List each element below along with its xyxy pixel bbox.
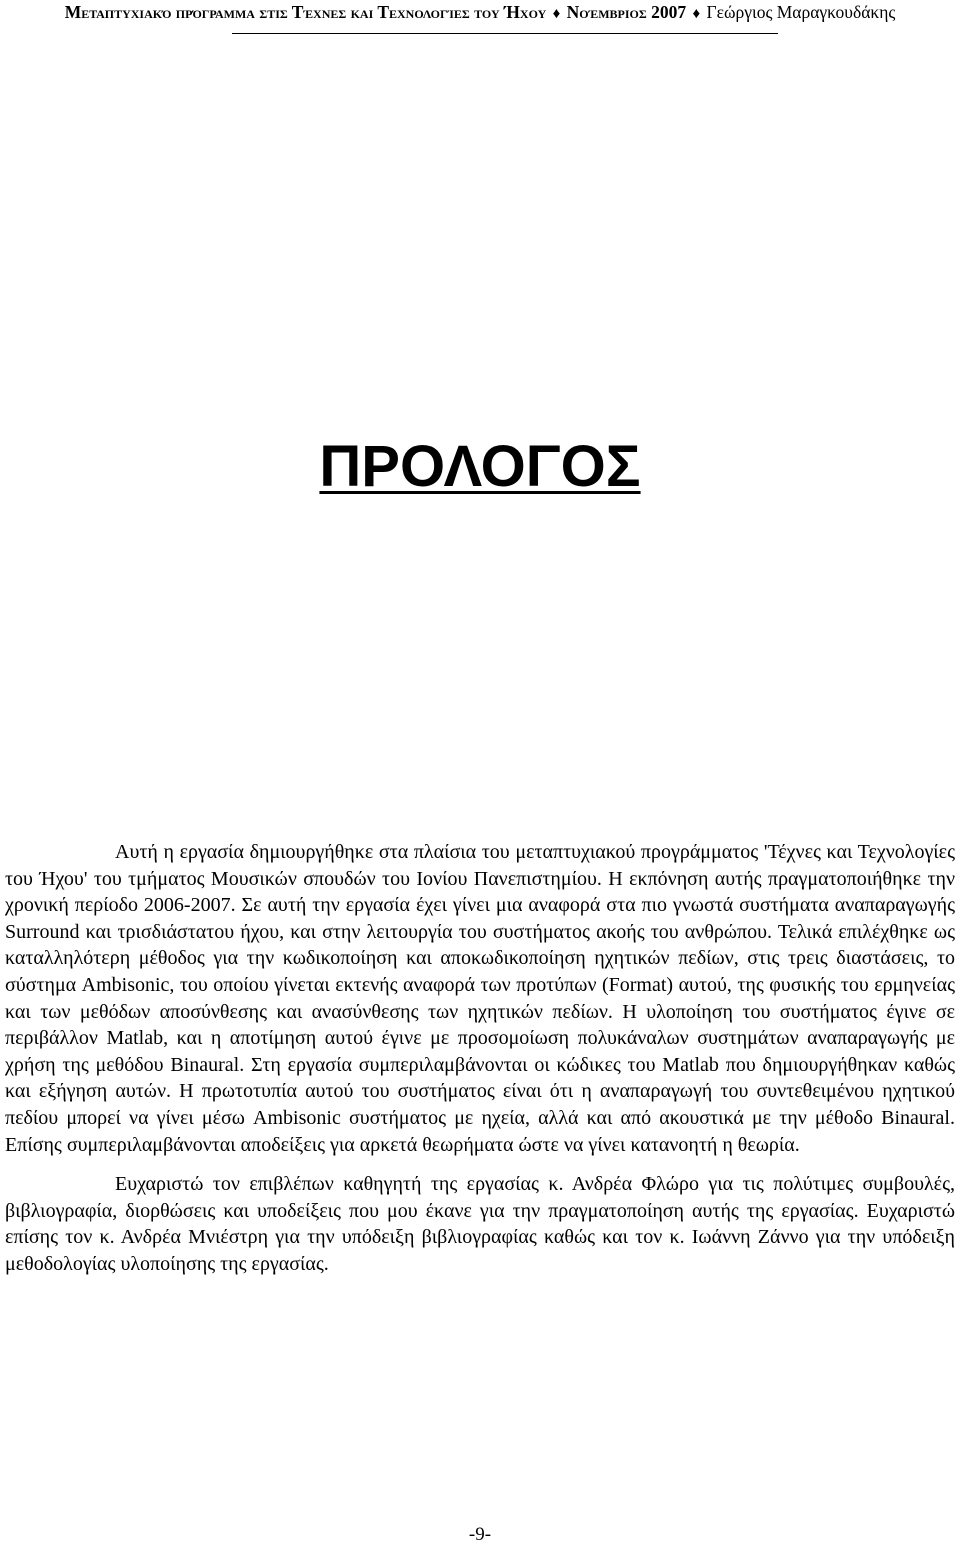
header-date: Νοέμβριος 2007	[566, 2, 687, 22]
header-author: Γεώργιος Μαραγκουδάκης	[706, 2, 896, 22]
page-title: ΠΡΟΛΟΓΟΣ	[319, 434, 641, 499]
diamond-separator-icon: ♦	[692, 6, 701, 22]
header-program: Μεταπτυχιακό πρόγραμμα στις Τέχνες και Τεχνολογίες του Ήχου	[64, 2, 547, 22]
running-header	[0, 2, 960, 23]
body-text	[5, 839, 955, 1278]
paragraph-abstract: Αυτή η εργασία δημιουργήθηκε στα πλαίσια του μεταπτυχιακού προγράμματος 'Τέχνες και Τεχνολογίες του Ήχου' του τμήματος Μουσικών σπουδών του Ιονίου Πανεπιστημίου. Η εκπόνηση αυτής πραγματοποιήθηκε την χρονική περίοδο 2006-2007. Σε αυτή την εργασία έχει γίνει μια αναφορά στα πιο γνωστά συστήματα αναπαραγωγής Surround και τρισδιάστατου ήχου, και στην λειτουργία του συστήματος ακοής του ανθρώπου. Τελικά επιλέχθηκε ως καταλληλότερη μέθοδος για την κωδικοποίηση και αποκωδικοποίηση ηχητικών πεδίων, στις τρεις διαστάσεις, το σύστημα Ambisonic, του οποίου γίνεται εκτενής αναφορά των προτύπων (Format) αυτού, της φυσικής του ερμηνείας και των μεθόδων αποσύνθεσης και ανασύνθεσης των ηχητικών πεδίων. Η υλοποίηση του συστήματος έγινε σε περιβάλλον Matlab, και η αποτίμηση αυτού έγινε με προσομοίωση πολυκάναλων συστημάτων αναπαραγωγής με χρήση της μεθόδου Binaural. Στη εργασία συμπεριλαμβάνονται οι κώδικες του Matlab που δημιουργήθηκαν καθώς και εξήγηση αυτών. Η πρωτοτυπία αυτού του συστήματος είναι ότι η αναπαραγωγή του συντεθειμένου ηχητικού πεδίου μπορεί να γίνει μέσω Ambisonic συστήματος με ηχεία, αλλά και από ακουστικά με την μέθοδο Binaural. Επίσης συμπεριλαμβάνονται αποδείξεις για αρκετά θεωρήματα ώστε να γίνει κατανοητή η θεωρία.	[5, 841, 955, 1156]
page-number: -9-	[468, 1524, 492, 1545]
diamond-separator-icon: ♦	[552, 6, 561, 22]
header-divider	[232, 33, 778, 34]
paragraph-acknowledgements: Ευχαριστώ τον επιβλέπων καθηγητή της εργασίας κ. Ανδρέα Φλώρο για τις πολύτιμες συμβουλές, βιβλιογραφία, διορθώσεις και υποδείξεις που μου έκανε για την πραγματοποίηση αυτής της εργασίας. Ευχαριστώ επίσης τον κ. Ανδρέα Μνιέστρη για την υπόδειξη βιβλιογραφίας καθώς και τον κ. Ιωάννη Ζάννο για την υπόδειξη μεθοδολογίας υλοποίησης της εργασίας.	[5, 1173, 955, 1275]
